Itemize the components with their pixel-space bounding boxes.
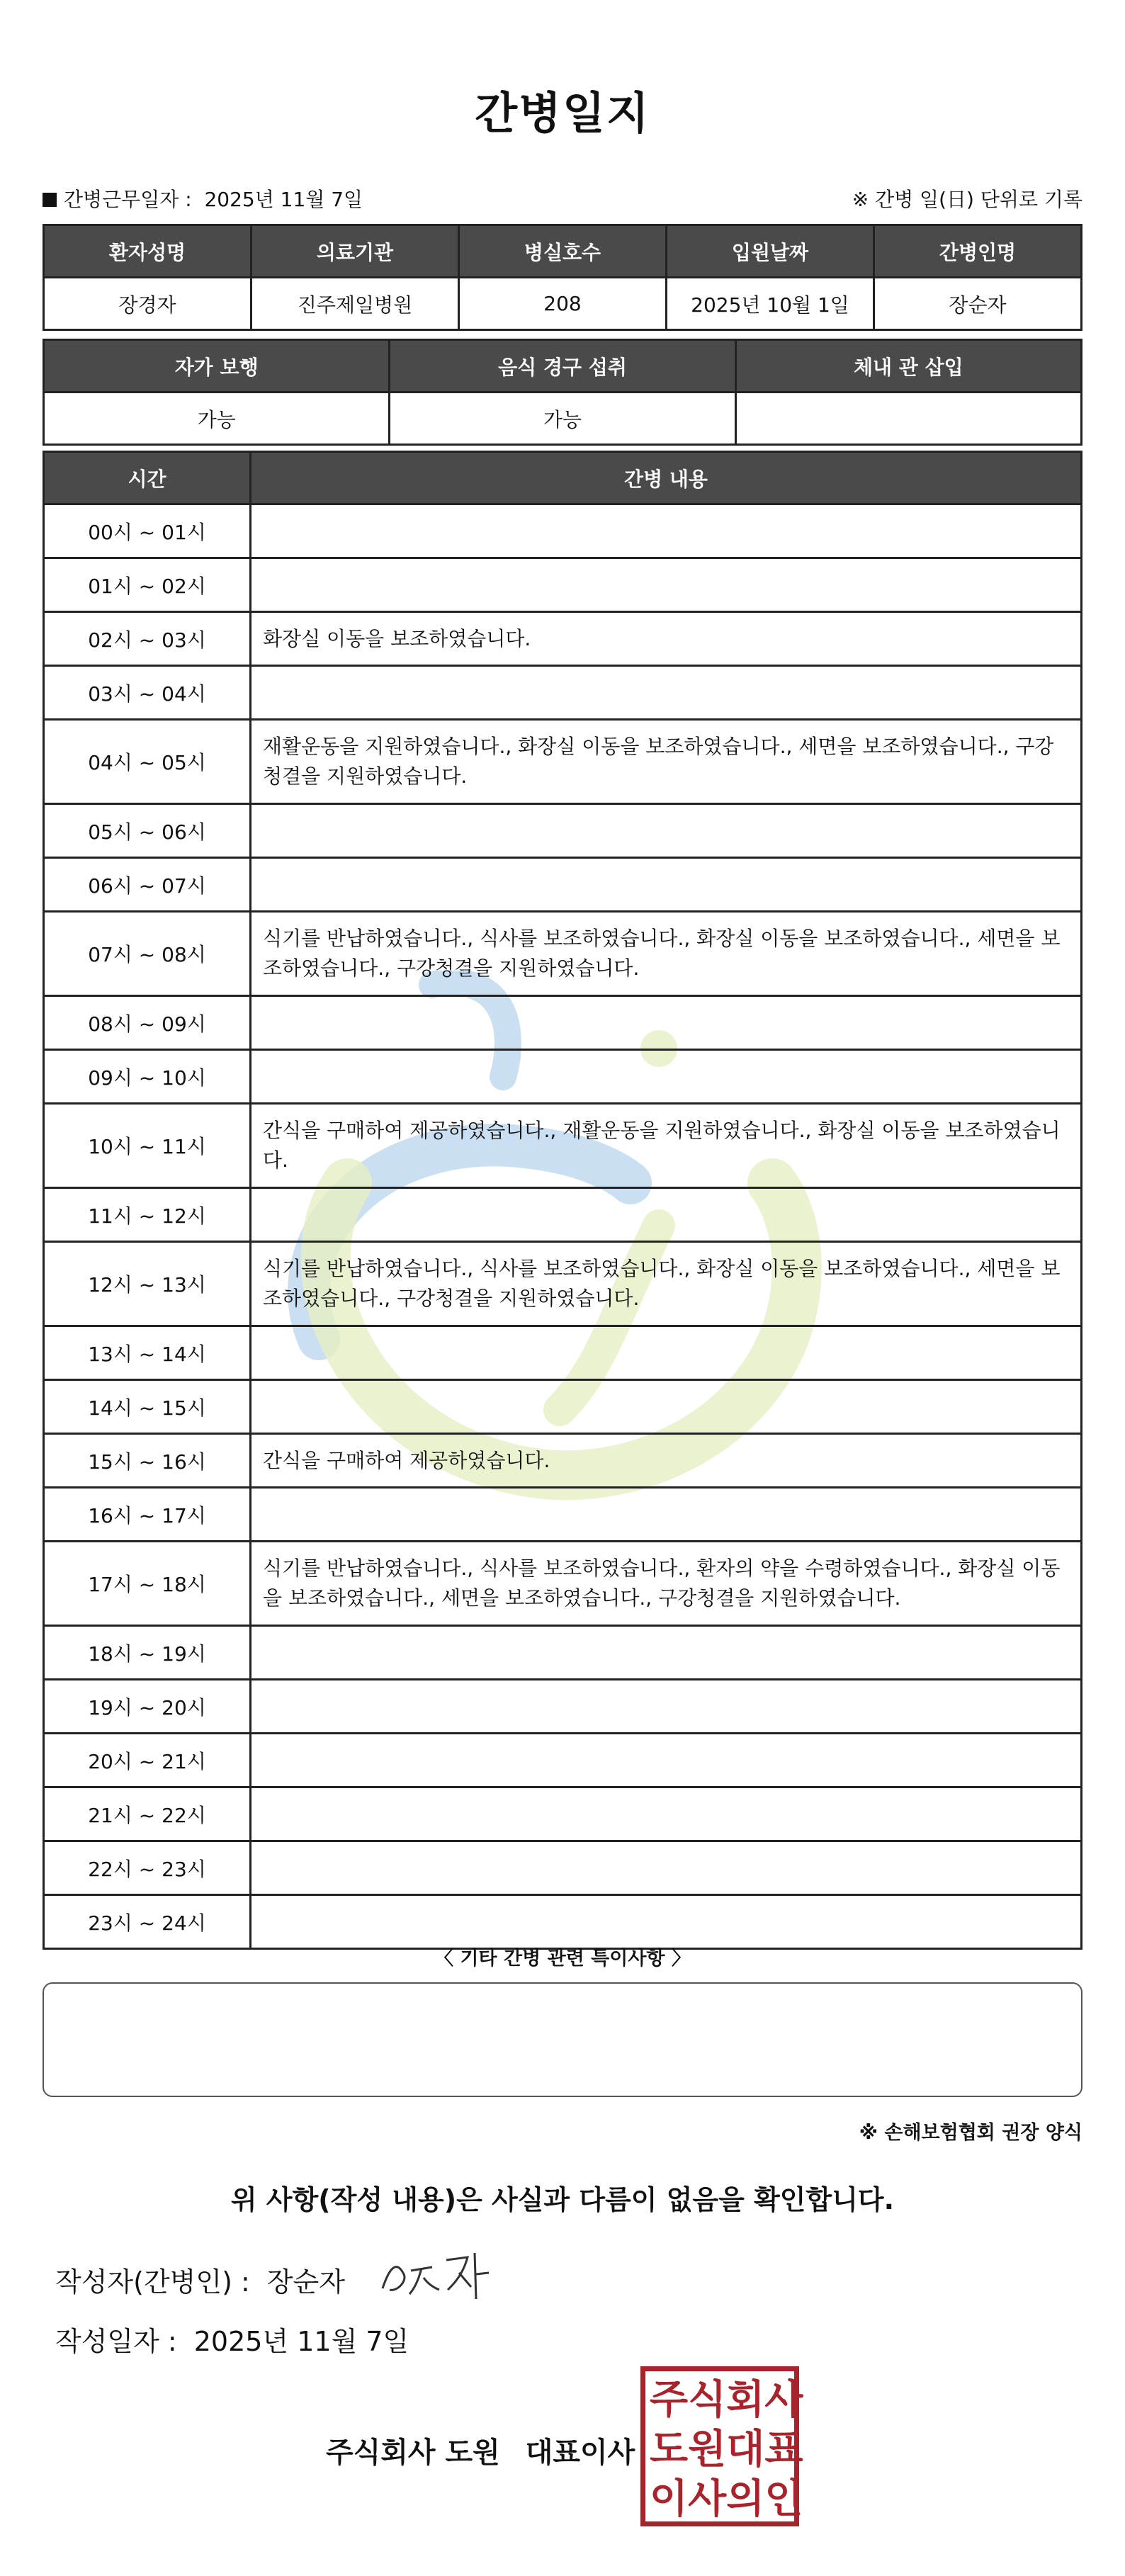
time-slot-cell: 13시 ~ 14시 (44, 1326, 251, 1380)
care-content-cell (251, 996, 1082, 1050)
time-slot-cell: 12시 ~ 13시 (44, 1242, 251, 1326)
date-label: 작성일자 : (55, 2326, 177, 2357)
patient-info-value-row (44, 278, 1082, 330)
seal-character: 회 (726, 2377, 765, 2423)
time-slot-cell: 04시 ~ 05시 (44, 720, 251, 804)
table-row (44, 858, 1082, 912)
page-title: 간병일지 (475, 87, 650, 139)
header-oral-intake: 음식 경구 섭취 (390, 340, 735, 392)
time-slot-cell: 09시 ~ 10시 (44, 1050, 251, 1104)
table-row (44, 1242, 1082, 1326)
care-content-cell (251, 1380, 1082, 1434)
care-content-cell (251, 858, 1082, 912)
table-row (44, 1542, 1082, 1626)
company-line (326, 2430, 635, 2470)
care-schedule-table (43, 451, 1082, 1950)
table-row (44, 804, 1082, 858)
time-slot-cell: 01시 ~ 02시 (44, 558, 251, 612)
handwritten-signature (368, 2239, 510, 2310)
care-content-cell: 간식을 구매하여 제공하였습니다., 재활운동을 지원하였습니다., 화장실 이동을 보조하였습니다. (251, 1104, 1082, 1188)
caregiver-name-cell: 장순자 (874, 278, 1082, 330)
seal-character: 표 (764, 2427, 803, 2473)
table-row (44, 1787, 1082, 1841)
table-row (44, 1104, 1082, 1188)
time-slot-cell: 11시 ~ 12시 (44, 1188, 251, 1242)
header-patient-name: 환자성명 (44, 225, 251, 278)
writer-line (55, 2260, 345, 2299)
time-slot-cell: 20시 ~ 21시 (44, 1734, 251, 1787)
seal-character: 인 (764, 2476, 803, 2522)
table-row (44, 1895, 1082, 1949)
seal-character: 도 (650, 2427, 689, 2473)
time-slot-cell: 06시 ~ 07시 (44, 858, 251, 912)
table-row (44, 504, 1082, 558)
header-care-content: 간병 내용 (251, 452, 1082, 504)
table-row (44, 1626, 1082, 1680)
care-content-cell (251, 558, 1082, 612)
time-slot-cell: 07시 ~ 08시 (44, 912, 251, 996)
seal-character: 원 (688, 2427, 727, 2473)
record-note: ※ 간병 일(日) 단위로 기록 (852, 188, 1082, 211)
care-content-cell: 재활운동을 지원하였습니다., 화장실 이동을 보조하였습니다., 세면을 보조하였습니다., 구강청결을 지원하였습니다. (251, 720, 1082, 804)
oral-intake-cell: 가능 (390, 392, 735, 445)
tube-insertion-cell (735, 392, 1081, 445)
seal-character: 사 (688, 2476, 727, 2522)
care-content-cell (251, 1050, 1082, 1104)
admission-date-cell: 2025년 10월 1일 (667, 278, 874, 330)
remarks-box (43, 1982, 1082, 2097)
care-content-cell (251, 1326, 1082, 1380)
table-row (44, 996, 1082, 1050)
table-row (44, 612, 1082, 666)
time-slot-cell: 05시 ~ 06시 (44, 804, 251, 858)
seal-character: 이 (650, 2476, 689, 2522)
patient-info-header-row (44, 225, 1082, 278)
self-walking-cell: 가능 (44, 392, 390, 445)
seal-character: 의 (726, 2476, 765, 2522)
care-content-cell (251, 504, 1082, 558)
care-content-cell (251, 1488, 1082, 1542)
table-row (44, 720, 1082, 804)
company-name: 주식회사 도원 (326, 2436, 500, 2469)
care-content-cell (251, 1188, 1082, 1242)
care-content-cell: 식기를 반납하였습니다., 식사를 보조하였습니다., 화장실 이동을 보조하였습니다., 세면을 보조하였습니다., 구강청결을 지원하였습니다. (251, 1242, 1082, 1326)
patient-name-cell: 장경자 (44, 278, 251, 330)
time-slot-cell: 23시 ~ 24시 (44, 1895, 251, 1949)
time-slot-cell: 14시 ~ 15시 (44, 1380, 251, 1434)
recommend-note: ※ 손해보험협회 권장 양식 (859, 2122, 1082, 2144)
time-slot-cell: 10시 ~ 11시 (44, 1104, 251, 1188)
header-self-walking: 자가 보행 (44, 340, 390, 392)
time-slot-cell: 19시 ~ 20시 (44, 1680, 251, 1734)
header-time: 시간 (44, 452, 251, 504)
company-seal-stamp (640, 2366, 803, 2526)
care-content-cell (251, 1734, 1082, 1787)
table-row (44, 1841, 1082, 1895)
room-cell: 208 (459, 278, 667, 330)
date-line (55, 2320, 409, 2358)
square-bullet-icon (43, 193, 57, 207)
seal-character: 대 (726, 2427, 765, 2473)
table-row (44, 1380, 1082, 1434)
time-slot-cell: 02시 ~ 03시 (44, 612, 251, 666)
care-content-cell (251, 1680, 1082, 1734)
care-content-cell (251, 666, 1082, 720)
table-row (44, 1326, 1082, 1380)
seal-character: 사 (764, 2377, 803, 2423)
hospital-cell: 진주제일병원 (251, 278, 459, 330)
header-caregiver-name: 간병인명 (874, 225, 1082, 278)
writer-name: 장순자 (266, 2266, 345, 2298)
table-row (44, 558, 1082, 612)
work-date-value: 2025년 11월 7일 (204, 188, 363, 211)
patient-status-header-row (44, 340, 1082, 392)
schedule-header-row (44, 452, 1082, 504)
care-content-cell: 간식을 구매하여 제공하였습니다. (251, 1434, 1082, 1488)
patient-status-table (43, 339, 1082, 446)
table-row (44, 1488, 1082, 1542)
care-content-cell (251, 1841, 1082, 1895)
care-content-cell (251, 1626, 1082, 1680)
seal-character: 식 (688, 2377, 727, 2423)
header-tube-insertion: 체내 관 삽입 (735, 340, 1081, 392)
table-row (44, 1188, 1082, 1242)
header-room: 병실호수 (459, 225, 667, 278)
writer-label: 작성자(간병인) : (55, 2266, 250, 2298)
care-content-cell: 식기를 반납하였습니다., 식사를 보조하였습니다., 환자의 약을 수령하였습니다., 화장실 이동을 보조하였습니다., 세면을 보조하였습니다., 구강청결을 지원하였습니다. (251, 1542, 1082, 1626)
confirmation-statement: 위 사항(작성 내용)은 사실과 다름이 없음을 확인합니다. (230, 2184, 895, 2215)
table-row (44, 1734, 1082, 1787)
care-content-cell (251, 1895, 1082, 1949)
care-content-cell (251, 804, 1082, 858)
care-content-cell: 식기를 반납하였습니다., 식사를 보조하였습니다., 화장실 이동을 보조하였습니다., 세면을 보조하였습니다., 구강청결을 지원하였습니다. (251, 912, 1082, 996)
care-content-cell (251, 1787, 1082, 1841)
care-content-cell: 화장실 이동을 보조하였습니다. (251, 612, 1082, 666)
time-slot-cell: 08시 ~ 09시 (44, 996, 251, 1050)
time-slot-cell: 16시 ~ 17시 (44, 1488, 251, 1542)
table-row (44, 1434, 1082, 1488)
date-value: 2025년 11월 7일 (193, 2326, 409, 2357)
time-slot-cell: 22시 ~ 23시 (44, 1841, 251, 1895)
time-slot-cell: 17시 ~ 18시 (44, 1542, 251, 1626)
remarks-title: 〈 기타 간병 관련 특이사항 〉 (434, 1948, 691, 1970)
seal-character: 주 (650, 2377, 689, 2423)
patient-info-table (43, 224, 1082, 331)
work-date-label: 간병근무일자 : (64, 188, 192, 211)
patient-status-value-row (44, 392, 1082, 445)
header-admission-date: 입원날짜 (667, 225, 874, 278)
time-slot-cell: 18시 ~ 19시 (44, 1626, 251, 1680)
representative-title: 대표이사 (525, 2436, 635, 2469)
time-slot-cell: 03시 ~ 04시 (44, 666, 251, 720)
time-slot-cell: 15시 ~ 16시 (44, 1434, 251, 1488)
table-row (44, 1050, 1082, 1104)
time-slot-cell: 21시 ~ 22시 (44, 1787, 251, 1841)
header-hospital: 의료기관 (251, 225, 459, 278)
time-slot-cell: 00시 ~ 01시 (44, 504, 251, 558)
work-date (43, 184, 363, 213)
table-row (44, 1680, 1082, 1734)
table-row (44, 912, 1082, 996)
table-row (44, 666, 1082, 720)
